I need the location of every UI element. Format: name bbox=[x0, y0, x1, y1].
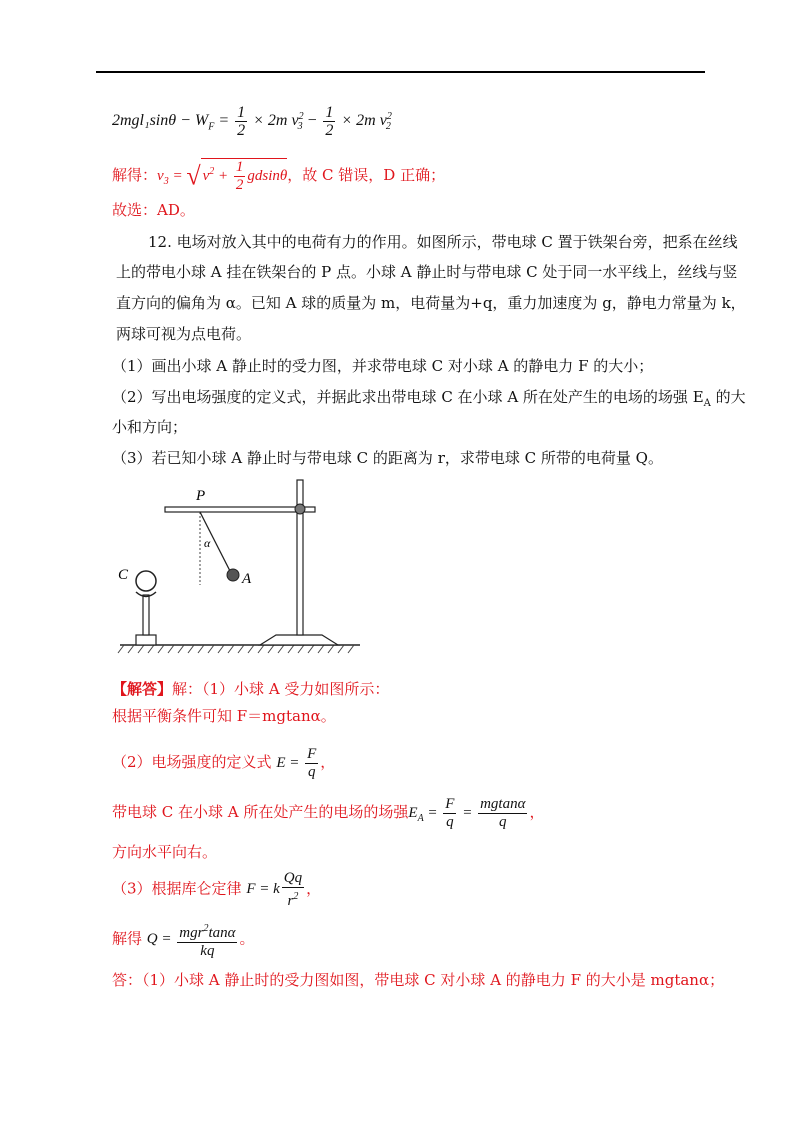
label-alpha: α bbox=[204, 536, 211, 550]
question-3: （3）若已知小球 A 静止时与带电球 C 的距离为 r，求带电球 C 所带的电荷量 Q。 bbox=[112, 449, 663, 467]
stand-c-cup bbox=[136, 592, 156, 597]
energy-equation: $2mgl_1\sin\theta - W_F$ = $\frac{1}{2}$ × 2m $v^2_3$ − $\frac{1}{2}$ × 2m $v^2_2$ bbox=[112, 104, 392, 139]
problem-line-1: 12. 电场对放入其中的电荷有力的作用。如图所示，带电球 C 置于铁架台旁，把系在丝线 bbox=[148, 233, 738, 251]
label-c: C bbox=[118, 567, 129, 583]
clamp bbox=[295, 504, 305, 514]
stand-pole bbox=[297, 480, 303, 635]
ground-hatch bbox=[118, 645, 354, 653]
question-1: （1）画出小球 A 静止时的受力图，并求带电球 C 对小球 A 的静电力 F 的大小； bbox=[112, 357, 654, 375]
label-p: P bbox=[196, 488, 206, 504]
problem-line-2: 上的带电小球 A 挂在铁架台的 P 点。小球 A 静止时与带电球 C 处于同一水平线上，丝线与竖 bbox=[116, 263, 738, 281]
question-2-cont: 小和方向； bbox=[112, 418, 188, 436]
label-a: A bbox=[242, 571, 252, 587]
stand-c-base bbox=[136, 635, 156, 645]
solution-line-7: 解得 Q = $\frac{mgr^2\tan\alpha}{kq}$ 。 bbox=[112, 920, 255, 960]
solution-line-6: （3）根据库仑定律 F = k $\frac{Qq}{r^2}$ ， bbox=[112, 870, 322, 909]
stand-c-post bbox=[143, 595, 149, 635]
solution-line-3: （2）电场强度的定义式 E = $\frac{F}{q}$ ， bbox=[112, 746, 336, 781]
problem-line-3: 直方向的偏角为 α。已知 A 球的质量为 m，电荷量为+q，重力加速度为 g，静电力常量为 k， bbox=[116, 294, 746, 312]
crossbar bbox=[165, 507, 315, 512]
ball-c bbox=[136, 571, 156, 591]
question-2: （2）写出电场强度的定义式，并据此求出带电球 C 在小球 A 所在处产生的电场的场强 $E_A$ 的大 bbox=[112, 388, 746, 409]
problem-line-4: 两球可视为点电荷。 bbox=[116, 325, 252, 343]
solution-line-1: 【解答】解：（1）小球 A 受力如图所示： bbox=[112, 680, 390, 698]
answer-choice: 故选：AD。 bbox=[112, 201, 195, 219]
solution-line-2: 根据平衡条件可知 F＝mgtanα。 bbox=[112, 707, 336, 725]
solution-line-4: 带电球 C 在小球 A 所在处产生的电场的场强$E_A$ = $\frac{F}{q}$ = $\frac{mgtan\alpha}{q}$ ， bbox=[112, 796, 545, 831]
stand-base bbox=[260, 635, 338, 645]
header-rule bbox=[96, 71, 705, 73]
ball-a bbox=[227, 569, 239, 581]
solution-line-5: 方向水平向右。 bbox=[112, 843, 218, 861]
apparatus-figure bbox=[110, 475, 370, 665]
answer-line: 答：（1）小球 A 静止时的受力图如图，带电球 C 对小球 A 的静电力 F 的大小是 mgtanα； bbox=[112, 971, 725, 989]
solve-v3-line: 解得：$v_3$ = √ $v^2$ + $\frac{1}{2}$ gdsinθ，故 C 错误，D 正确； bbox=[112, 159, 446, 193]
